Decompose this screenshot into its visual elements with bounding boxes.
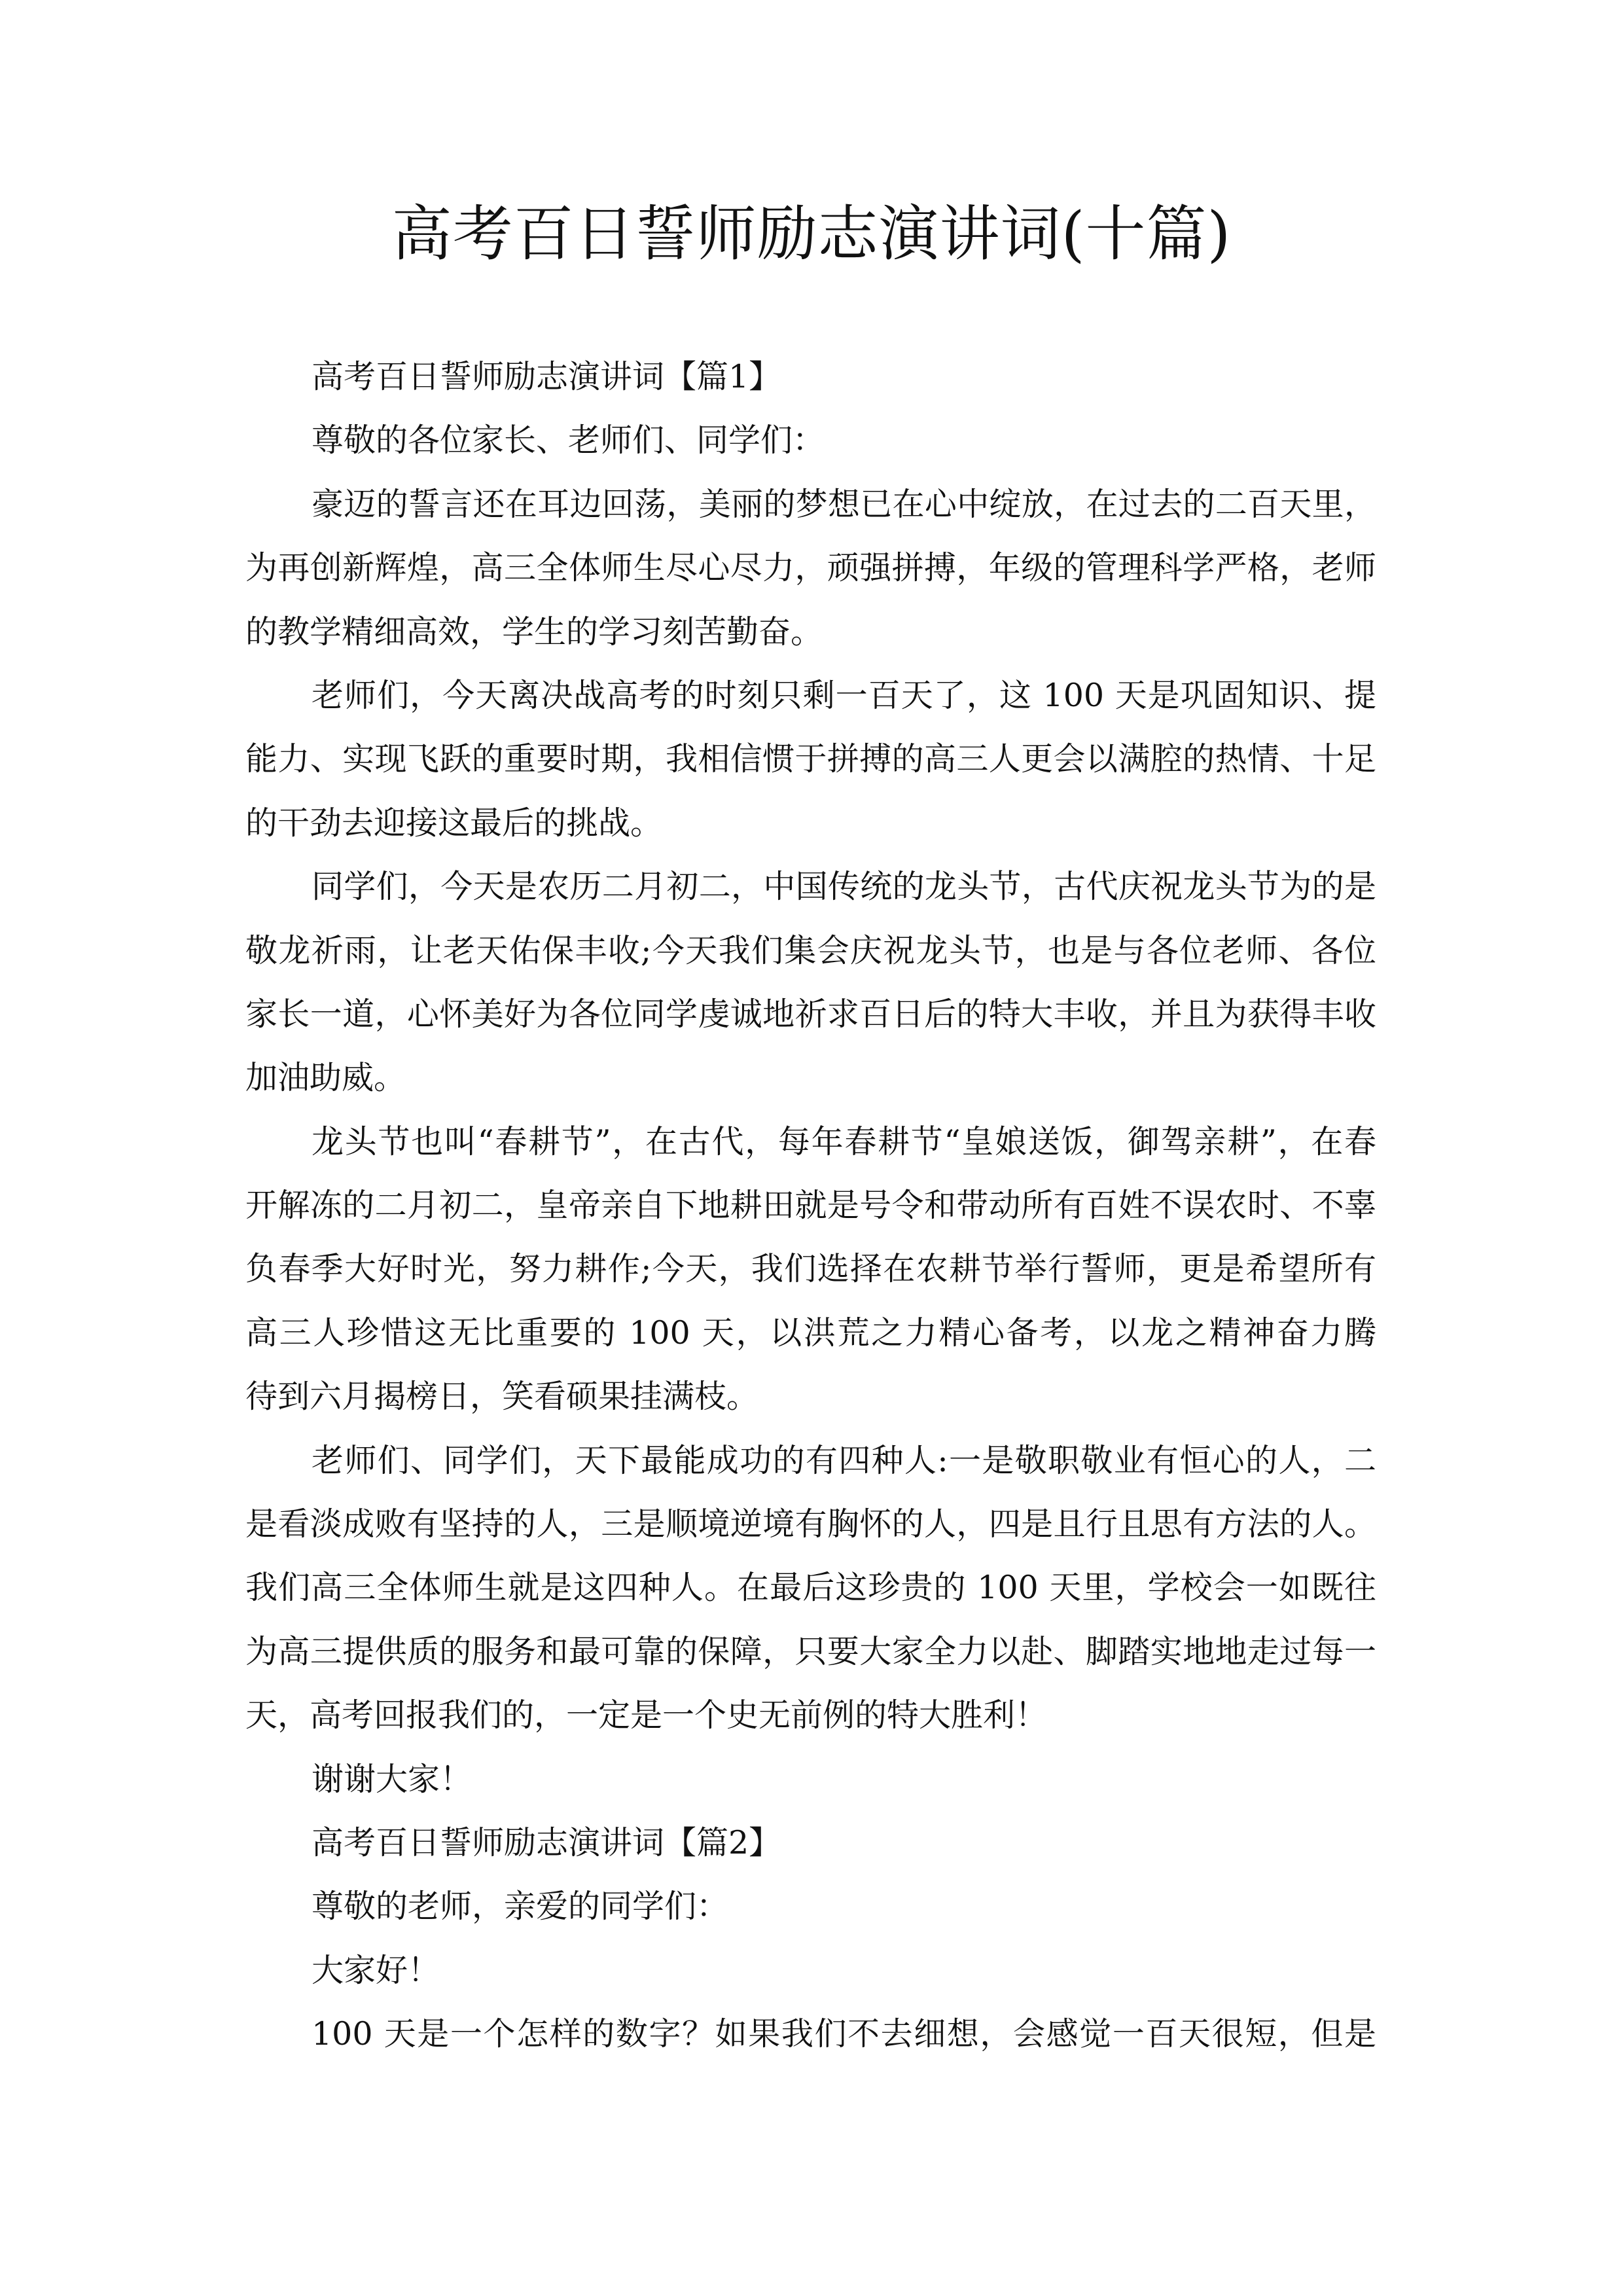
text-line: 敬龙祈雨，让老天佑保丰收;今天我们集会庆祝龙头节，也是与各位老师、各位: [245, 931, 1376, 969]
text-line: 尊敬的各位家长、老师们、同学们：: [312, 422, 825, 459]
text-line: 100 天是一个怎样的数字？如果我们不去细想，会感觉一百天很短，但是: [312, 2015, 1376, 2053]
text-line: 能力、实现飞跃的重要时期，我相信惯于拼搏的高三人更会以满腔的热情、十足: [245, 740, 1376, 778]
text-line: 负春季大好时光，努力耕作;今天，我们选择在农耕节举行誓师，更是希望所有: [245, 1250, 1376, 1288]
text-line: 天，高考回报我们的，一定是一个史无前例的特大胜利！: [245, 1696, 1048, 1734]
document-body: [245, 345, 1376, 2066]
text-line: 待到六月揭榜日，笑看硕果挂满枝。: [245, 1378, 759, 1416]
text-line: 我们高三全体师生就是这四种人。在最后这珍贵的 100 天里，学校会一如既往: [245, 1569, 1376, 1607]
text-line: 的干劲去迎接这最后的挑战。: [245, 804, 663, 842]
text-line: 高考百日誓师励志演讲词【篇1】: [312, 358, 781, 395]
text-line: 龙头节也叫“春耕节”，在古代，每年春耕节“皇娘送饭，御驾亲耕”，在春: [312, 1122, 1376, 1160]
text-line: 高三人珍惜这无比重要的 100 天，以洪荒之力精心备考，以龙之精神奋力腾: [245, 1314, 1376, 1352]
text-line: 大家好！: [312, 1951, 440, 1989]
text-line: 为高三提供质的服务和最可靠的保障，只要大家全力以赴、脚踏实地地走过每一: [245, 1632, 1376, 1670]
text-line: 同学们，今天是农历二月初二，中国传统的龙头节，古代庆祝龙头节为的是: [312, 868, 1376, 906]
text-line: 开解冻的二月初二，皇帝亲自下地耕田就是号令和带动所有百姓不误农时、不辜: [245, 1187, 1376, 1225]
text-line: 家长一道，心怀美好为各位同学虔诚地祈求百日后的特大丰收，并且为获得丰收: [245, 995, 1376, 1033]
text-line: 的教学精细高效，学生的学习刻苦勤奋。: [245, 613, 823, 651]
text-line: 为再创新辉煌，高三全体师生尽心尽力，顽强拼搏，年级的管理科学严格，老师: [245, 549, 1376, 587]
document-title: 高考百日誓师励志演讲词(十篇): [391, 199, 1232, 269]
text-line: 老师们，今天离决战高考的时刻只剩一百天了，这 100 天是巩固知识、提: [312, 676, 1376, 714]
text-line: 尊敬的老师，亲爱的同学们：: [312, 1888, 729, 1926]
text-line: 谢谢大家！: [312, 1760, 473, 1798]
text-line: 老师们、同学们，天下最能成功的有四种人:一是敬职敬业有恒心的人，二: [312, 1441, 1376, 1479]
text-line: 豪迈的誓言还在耳边回荡，美丽的梦想已在心中绽放，在过去的二百天里，: [312, 485, 1376, 523]
text-line: 高考百日誓师励志演讲词【篇2】: [312, 1823, 781, 1861]
text-line: 是看淡成败有坚持的人，三是顺境逆境有胸怀的人，四是且行且思有方法的人。: [245, 1505, 1376, 1543]
text-line: 加油助威。: [245, 1059, 406, 1097]
